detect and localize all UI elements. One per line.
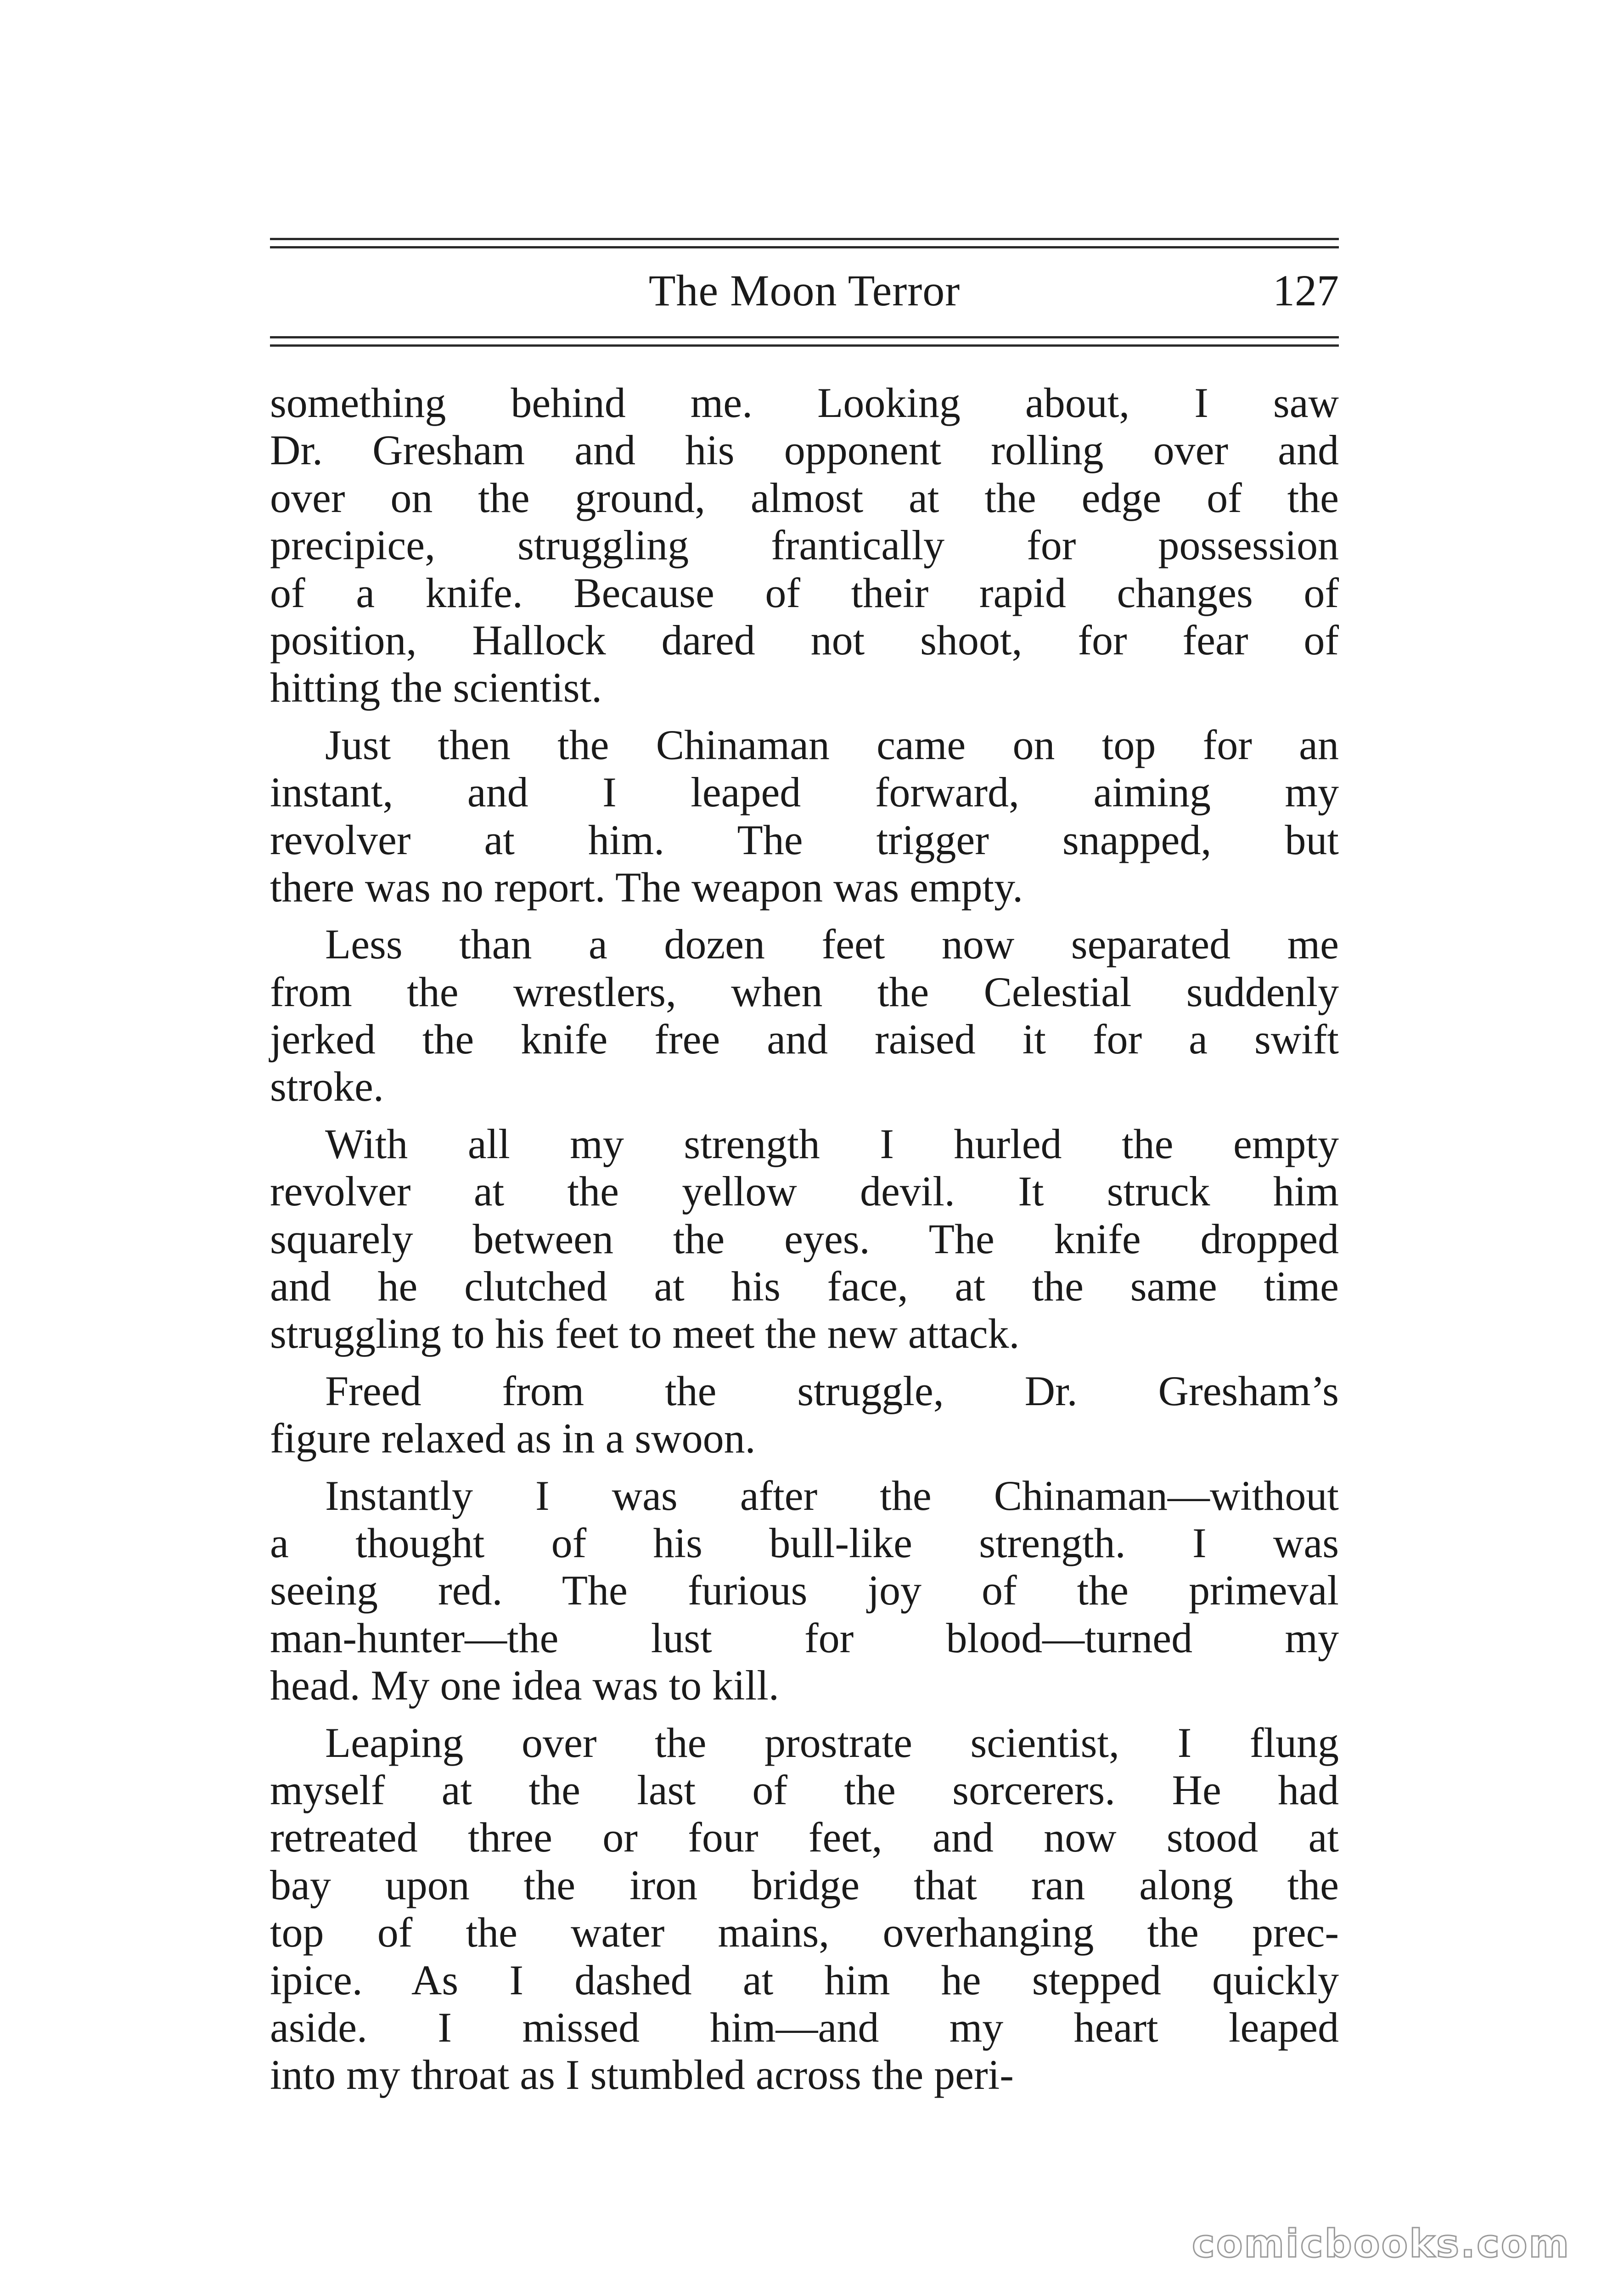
paragraph	[270, 1719, 1339, 2099]
text-line: seeing red. The furious joy of the primeval	[270, 1567, 1339, 1614]
text-line: stroke.	[270, 1063, 384, 1110]
paragraph	[270, 1367, 1339, 1463]
paragraph	[270, 379, 1339, 712]
text-line: ipice. As I dashed at him he stepped quickly	[270, 1956, 1339, 2003]
text-line: Dr. Gresham and his opponent rolling over and	[270, 427, 1339, 474]
text-line: of a knife. Because of their rapid changes of	[270, 569, 1339, 616]
text-line: a thought of his bull-like strength. I was	[270, 1519, 1339, 1566]
text-line: Less than a dozen feet now separated me	[325, 921, 1339, 968]
paragraph	[270, 1472, 1339, 1710]
text-line: Just then the Chinaman came on top for an	[325, 721, 1339, 768]
text-line: squarely between the eyes. The knife dropped	[270, 1215, 1339, 1262]
text-line: bay upon the iron bridge that ran along the	[270, 1861, 1339, 1908]
text-line: there was no report. The weapon was empty.	[270, 863, 1023, 911]
paragraph	[270, 721, 1339, 912]
watermark: comicbooks.com	[1192, 2221, 1570, 2266]
text-line: figure relaxed as in a swoon.	[270, 1415, 756, 1462]
header-top-rule-2	[270, 246, 1339, 248]
text-line: revolver at him. The trigger snapped, but	[270, 816, 1339, 863]
text-line: over on the ground, almost at the edge of the	[270, 474, 1339, 521]
text-line: With all my strength I hurled the empty	[325, 1120, 1339, 1167]
text-line: instant, and I leaped forward, aiming my	[270, 769, 1339, 816]
text-line: Freed from the struggle, Dr. Gresham’s	[325, 1367, 1339, 1414]
text-line: and he clutched at his face, at the same time	[270, 1263, 1339, 1310]
text-line: Leaping over the prostrate scientist, I flung	[325, 1719, 1339, 1766]
running-head-title: The Moon Terror	[648, 266, 961, 315]
header-bottom-rule-1	[270, 336, 1339, 338]
text-line: aside. I missed him—and my heart leaped	[270, 2003, 1339, 2051]
page-number: 127	[1273, 266, 1339, 315]
text-line: something behind me. Looking about, I saw	[270, 379, 1339, 426]
text-line: into my throat as I stumbled across the peri-	[270, 2051, 1014, 2099]
text-line: position, Hallock dared not shoot, for fear of	[270, 616, 1339, 664]
paragraph	[270, 1120, 1339, 1358]
text-line: man-hunter—the lust for blood—turned my	[270, 1614, 1339, 1661]
paragraph	[270, 921, 1339, 1111]
body-text	[270, 379, 1339, 2109]
text-line: revolver at the yellow devil. It struck him	[270, 1168, 1339, 1215]
text-line: hitting the scientist.	[270, 664, 602, 711]
running-header	[270, 265, 1339, 316]
text-line: from the wrestlers, when the Celestial suddenly	[270, 968, 1339, 1015]
header-top-rule-1	[270, 238, 1339, 240]
header-bottom-rule-2	[270, 344, 1339, 347]
text-line: struggling to his feet to meet the new attack.	[270, 1310, 1020, 1357]
text-line: head. My one idea was to kill.	[270, 1662, 779, 1709]
text-line: retreated three or four feet, and now stood at	[270, 1814, 1339, 1861]
text-line: top of the water mains, overhanging the prec-	[270, 1909, 1339, 1956]
text-line: precipice, struggling frantically for possession	[270, 522, 1339, 569]
text-line: myself at the last of the sorcerers. He had	[270, 1766, 1339, 1813]
text-line: jerked the knife free and raised it for a swift	[270, 1016, 1339, 1063]
text-line: Instantly I was after the Chinaman—without	[325, 1472, 1339, 1519]
